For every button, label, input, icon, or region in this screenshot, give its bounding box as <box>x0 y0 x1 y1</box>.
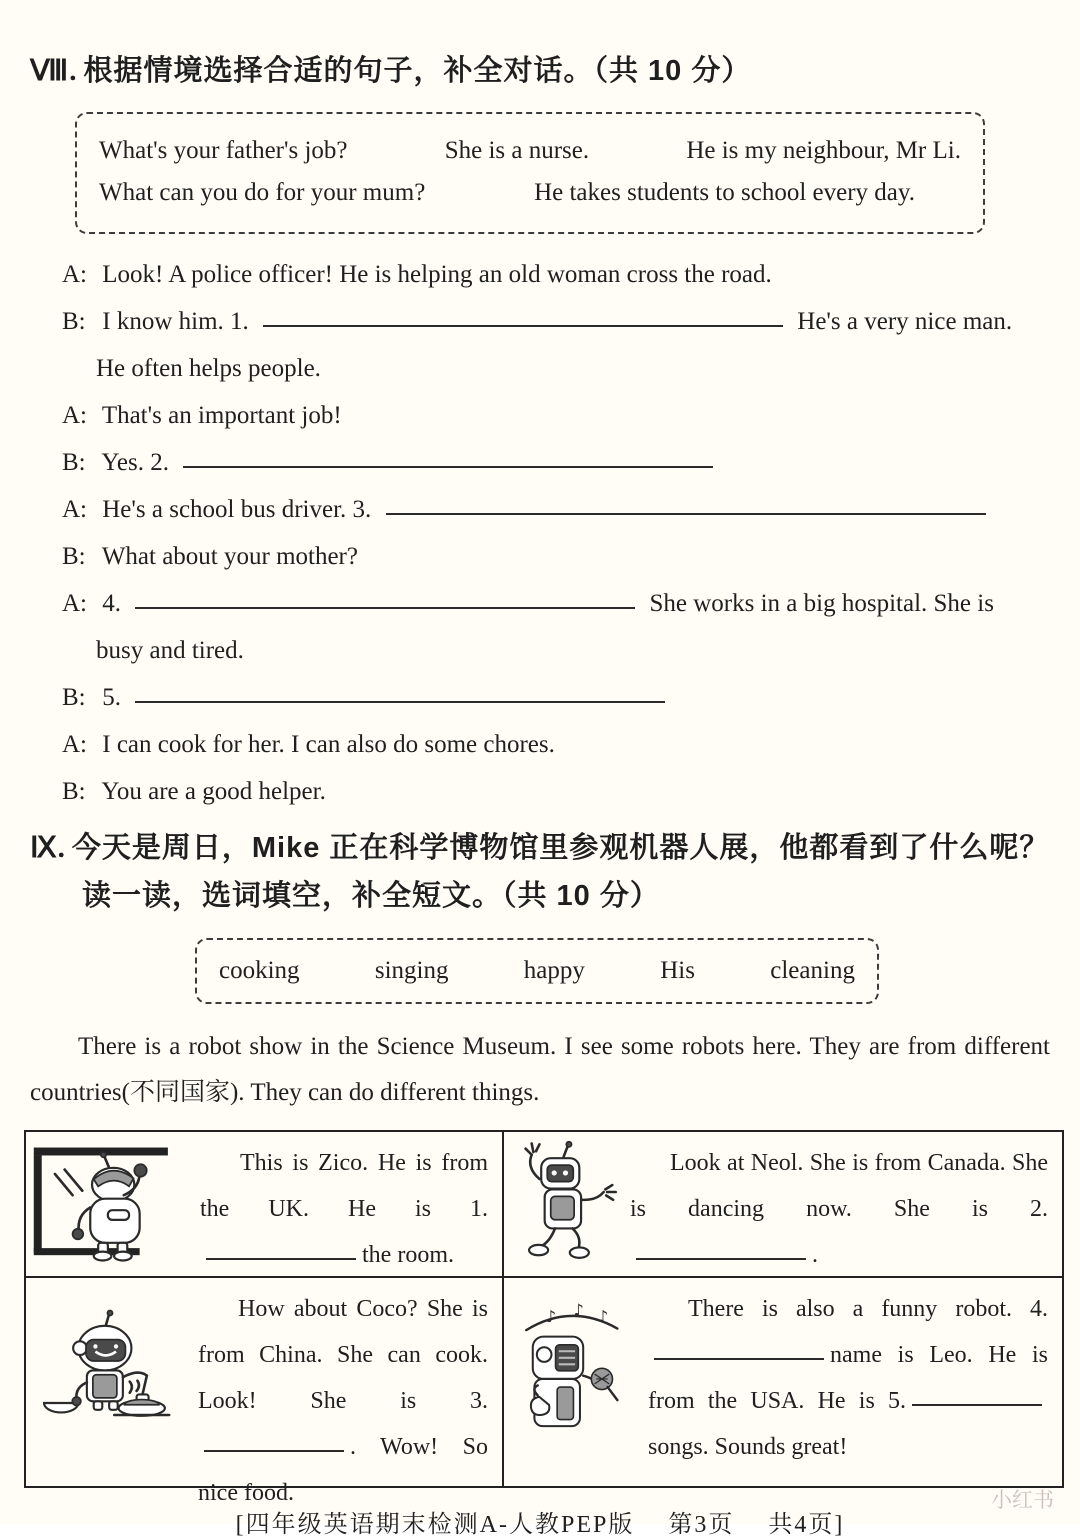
answer-blank-p5 <box>912 1400 1042 1406</box>
dialogue-text: You are a good helper. <box>101 778 326 805</box>
dialogue-text: That's an important job! <box>101 402 342 429</box>
dialogue-line <box>30 307 1050 337</box>
section8-title: 根据情境选择合适的句子，补全对话。（共 10 分） <box>83 55 752 87</box>
option-3: He is my neighbour, Mr Li. <box>686 137 961 164</box>
speaker-label: A: <box>62 261 87 288</box>
answer-blank-p3 <box>204 1446 344 1452</box>
cooking-robot-icon <box>32 1308 182 1438</box>
sentence-options-box <box>75 112 985 234</box>
dialogue-line <box>30 542 1050 572</box>
cell-text-pre: How about Coco? She is from China. She can cook. Look! She is 3. <box>198 1296 488 1414</box>
word-option-1: cooking <box>219 957 300 984</box>
answer-blank-5 <box>135 697 665 703</box>
answer-blank-p2 <box>636 1254 806 1260</box>
cell-text-mid: name is Leo. He is from the USA. He is 5. <box>648 1342 1048 1414</box>
word-option-2: singing <box>374 957 449 984</box>
speaker-label: B: <box>62 778 86 805</box>
answer-blank-4 <box>135 603 635 609</box>
speaker-label: B: <box>62 543 86 570</box>
dialogue-text: He often helps people. <box>96 355 321 382</box>
speaker-label: A: <box>62 590 87 617</box>
cell-text <box>198 1286 488 1516</box>
dialogue-line <box>30 636 1050 666</box>
dialogue-line <box>30 354 1050 384</box>
cleaning-robot-icon <box>32 1138 182 1270</box>
answer-blank-p1 <box>206 1254 356 1260</box>
table-cell-coco <box>26 1278 504 1506</box>
section8-heading <box>30 50 1050 92</box>
dialogue <box>30 260 1050 807</box>
cell-text <box>200 1140 488 1278</box>
dialogue-text: He's a school bus driver. 3. <box>102 496 372 523</box>
dialogue-line <box>30 683 1050 713</box>
answer-blank-p4 <box>654 1354 824 1360</box>
dialogue-text: busy and tired. <box>96 637 244 664</box>
dialogue-line <box>30 730 1050 760</box>
word-options-box <box>195 938 879 1004</box>
option-1: What's your father's job? <box>99 137 348 164</box>
cell-text-post: songs. Sounds great! <box>648 1434 848 1460</box>
passage-intro: There is a robot show in the Science Museum. I see some robots here. They are from different countries(不同国家). They can do different things. <box>30 1033 1050 1106</box>
dialogue-text: She works in a big hospital. She is <box>649 590 994 617</box>
table-cell-leo <box>504 1278 1062 1486</box>
watermark: 小红书 <box>991 1489 1054 1512</box>
dialogue-line <box>30 777 1050 807</box>
word-option-5: cleaning <box>770 957 855 984</box>
cell-text-post: . Wow! So nice food. <box>198 1434 488 1506</box>
dialogue-text: 5. <box>102 684 121 711</box>
speaker-label: B: <box>62 308 86 335</box>
dialogue-text: I can cook for her. I can also do some chores. <box>102 731 555 758</box>
dialogue-text: I know him. 1. <box>102 308 249 335</box>
answer-blank-1 <box>263 321 783 327</box>
speaker-label: B: <box>62 449 86 476</box>
speaker-label: A: <box>62 402 87 429</box>
cell-text-pre: This is Zico. He is from the UK. He is 1. <box>200 1150 488 1222</box>
answer-blank-3 <box>386 509 986 515</box>
dialogue-text: What about your mother? <box>101 543 358 570</box>
dialogue-line <box>30 495 1050 525</box>
singing-robot-icon <box>510 1300 632 1440</box>
speaker-label: A: <box>62 496 87 523</box>
page-footer: [四年级英语期末检测A-人教PEP版 第3页 共4页] <box>235 1512 845 1538</box>
dancing-robot-icon <box>510 1138 614 1272</box>
answer-blank-2 <box>183 462 713 468</box>
word-options-row <box>219 950 855 992</box>
dialogue-text: He's a very nice man. <box>797 308 1013 335</box>
option-2: She is a nurse. <box>444 137 590 164</box>
cell-text-pre: Look at Neol. She is from Canada. She is dancing now. She is 2. <box>630 1150 1048 1222</box>
options-row-1 <box>99 130 961 172</box>
speaker-label: A: <box>62 731 87 758</box>
dialogue-text: 4. <box>102 590 121 617</box>
options-row-2 <box>99 172 961 214</box>
dialogue-text: Look! A police officer! He is helping an old woman cross the road. <box>102 261 772 288</box>
svg-text:♪: ♪ <box>545 1307 557 1327</box>
speaker-label: B: <box>62 684 86 711</box>
cell-text <box>648 1286 1048 1470</box>
word-option-4: His <box>660 957 695 984</box>
table-cell-zico <box>26 1132 504 1278</box>
svg-text:♪: ♪ <box>597 1307 609 1327</box>
word-option-3: happy <box>523 957 585 984</box>
cell-text-post: . <box>812 1242 818 1268</box>
section9-title: 今天是周日，Mike 正在科学博物馆里参观机器人展，他都看到了什么呢？读一读，选词填空，补全短文。（共 10 分） <box>71 832 1050 912</box>
table-cell-neol <box>504 1132 1062 1278</box>
dialogue-text: Yes. 2. <box>101 449 169 476</box>
dialogue-line <box>30 448 1050 478</box>
cell-text <box>630 1140 1048 1278</box>
option-4: What can you do for your mum? <box>99 179 426 206</box>
dialogue-line <box>30 401 1050 431</box>
dialogue-line <box>30 260 1050 290</box>
section9-number: Ⅸ. <box>30 832 66 864</box>
svg-text:♪: ♪ <box>573 1300 584 1320</box>
cell-text-pre: There is also a funny robot. 4. <box>688 1296 1048 1322</box>
section9-heading <box>30 824 1050 920</box>
cell-text-post: the room. <box>362 1242 454 1268</box>
option-5: He takes students to school every day. <box>534 179 915 206</box>
section8-number: Ⅷ. <box>30 55 78 87</box>
dialogue-line <box>30 589 1050 619</box>
